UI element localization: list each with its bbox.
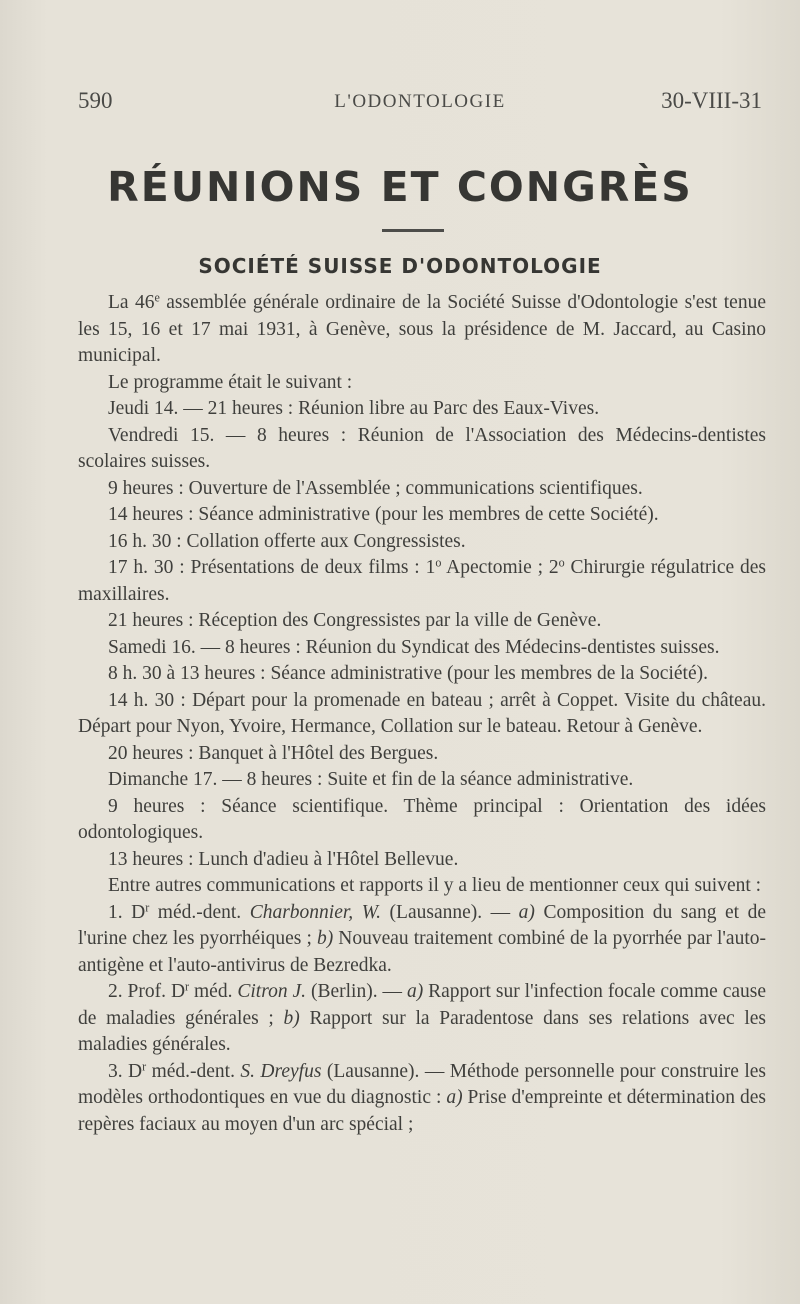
paragraph-saturday-20h: 20 heures : Banquet à l'Hôtel des Bergues. [108, 742, 439, 764]
text-run: 3. D [108, 1060, 143, 1082]
text-run: (Lausanne). — Méthode personnelle pour construire les modèles orthodontiques en vue du diagnostic : [78, 1060, 766, 1108]
issue-date: 30-VIII-31 [661, 88, 762, 113]
paragraph-friday: Vendredi 15. — 8 heures : Réunion de l'Association des Médecins-dentistes scolaires suisses. [78, 424, 766, 472]
paragraph-thursday: Jeudi 14. — 21 heures : Réunion libre au Parc des Eaux-Vives. [108, 398, 600, 419]
superscript: o [558, 555, 565, 570]
paragraph-intro [78, 290, 766, 370]
text-run: 2. Prof. D [108, 981, 186, 1002]
text-run: (Lausanne). — [381, 901, 519, 923]
paragraph-saturday-14h30: 14 h. 30 : Départ pour la promenade en bateau ; arrêt à Coppet. Visite du château. Départ pour Nyon, Yvoire, Hermance, Collation sur le bateau. Retour à Genève. [78, 689, 766, 737]
item-marker: b) [283, 1007, 300, 1029]
section-heading: SOCIÉTÉ SUISSE D'ODONTOLOGIE [198, 254, 602, 278]
title-divider [382, 229, 444, 232]
author-name: S. Dreyfus [240, 1060, 322, 1082]
text-run: 1. D [108, 901, 146, 923]
text-run: La 46 [108, 292, 155, 313]
text-run: Chirurgie régulatrice des maxillaires. [78, 557, 766, 605]
journal-title: L'ODONTOLOGIE [334, 91, 506, 112]
author-name: Charbonnier, W. [249, 901, 382, 923]
paragraph-friday-14h: 14 heures : Séance administrative (pour les membres de cette Société). [108, 504, 659, 525]
text-run: Prise d'empreinte et détermination des repères faciaux au moyen d'un arc spécial ; [78, 1087, 766, 1135]
page-number: 590 [78, 88, 113, 113]
superscript: r [145, 899, 150, 914]
text-run: Composition du sang et de l'urine chez les pyorrhéiques ; [78, 901, 767, 949]
paragraph-sunday-13h: 13 heures : Lunch d'adieu à l'Hôtel Bellevue. [108, 848, 459, 870]
text-run: Nouveau traitement combiné de la pyorrhée par l'auto-antigène et l'auto-antivirus de Bezredka. [78, 928, 766, 976]
item-marker: b) [316, 928, 334, 949]
article-body [78, 290, 766, 1138]
paragraph-item-1 [78, 900, 766, 980]
text-run: (Berlin). — [306, 981, 407, 1002]
author-name: Citron J. [237, 981, 307, 1002]
item-marker: a) [446, 1087, 463, 1108]
paragraph-saturday: Samedi 16. — 8 heures : Réunion du Syndicat des Médecins-dentistes suisses. [108, 636, 720, 658]
text-run: méd.-dent. [149, 901, 250, 923]
paragraph-friday-16h: 16 h. 30 : Collation offerte aux Congressistes. [108, 530, 466, 552]
superscript: r [142, 1058, 147, 1073]
page-title: RÉUNIONS ET CONGRÈS [107, 163, 693, 211]
item-marker: a) [406, 981, 424, 1002]
paragraph-item-2 [78, 979, 766, 1059]
superscript: r [185, 979, 190, 994]
text-run: Rapport sur la Paradentose dans ses relations avec les maladies générales. [78, 1007, 767, 1055]
text-run: Rapport sur l'infection focale comme cause de maladies générales ; [78, 981, 766, 1029]
paragraph-friday-21h: 21 heures : Réception des Congressistes par la ville de Genève. [108, 610, 602, 631]
paragraph-friday-9h: 9 heures : Ouverture de l'Assemblée ; communications scientifiques. [108, 477, 643, 499]
paragraph-programme: Le programme était le suivant : [108, 371, 353, 393]
text-run: Apectomie ; 2 [441, 557, 559, 578]
text-run: méd. [189, 981, 238, 1002]
text-run: assemblée générale ordinaire de la Société Suisse d'Odontologie s'est tenue les 15, 16 et 17 mai 1931, à Genève, sous la présidence de M. Jaccard, au Casino municipal. [78, 292, 766, 366]
text-run: 17 h. 30 : Présentations de deux films : 1 [108, 557, 436, 578]
running-header [78, 88, 762, 118]
paragraph-saturday-8h30: 8 h. 30 à 13 heures : Séance administrative (pour les membres de la Société). [108, 663, 708, 684]
superscript: e [154, 290, 160, 305]
paragraph-friday-17h [78, 555, 766, 608]
text-run: méd.-dent. [146, 1060, 241, 1082]
superscript: o [435, 555, 442, 570]
paragraph-item-3 [78, 1059, 766, 1139]
paragraph-sunday: Dimanche 17. — 8 heures : Suite et fin de la séance administrative. [108, 769, 634, 790]
item-marker: a) [518, 901, 535, 923]
paragraph-communications: Entre autres communications et rapports il y a lieu de mentionner ceux qui suivent : [108, 875, 762, 896]
paragraph-sunday-9h: 9 heures : Séance scientifique. Thème principal : Orientation des idées odontologiques. [78, 795, 766, 843]
